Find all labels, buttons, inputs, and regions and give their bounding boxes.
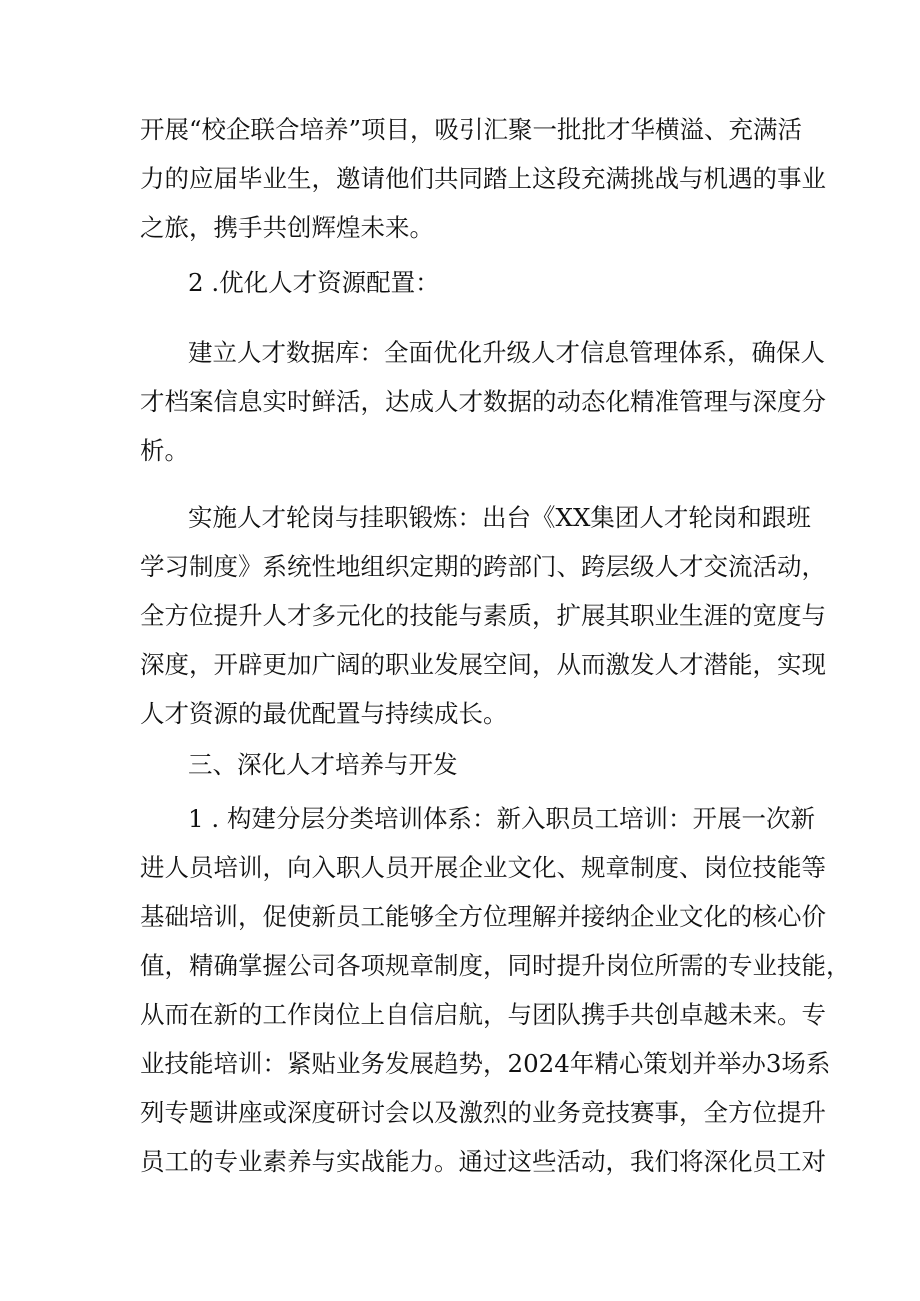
paragraph-line: 建立人才数据库：全面优化升级人才信息管理体系，确保人 bbox=[188, 338, 825, 367]
paragraph-line: 业技能培训：紧贴业务发展趋势，2024年精心策划并举办3场系 bbox=[140, 1049, 831, 1078]
paragraph-line: 全方位提升人才多元化的技能与素质，扩展其职业生涯的宽度与 bbox=[140, 601, 826, 630]
paragraph-line: 1 . 构建分层分类培训体系：新入职员工培训：开展一次新 bbox=[188, 804, 815, 833]
paragraph-line: 深度，开辟更加广阔的职业发展空间，从而激发人才潜能，实现 bbox=[140, 650, 826, 679]
paragraph-line: 值，精确掌握公司各项规章制度，同时提升岗位所需的专业技能， bbox=[140, 951, 851, 980]
paragraph-line: 基础培训，促使新员工能够全方位理解并接纳企业文化的核心价 bbox=[140, 902, 826, 931]
paragraph-line: 学习制度》系统性地组织定期的跨部门、跨层级人才交流活动， bbox=[140, 552, 826, 581]
section-heading: 三、深化人才培养与开发 bbox=[188, 750, 458, 779]
paragraph-line: 力的应届毕业生，邀请他们共同踏上这段充满挑战与机遇的事业 bbox=[140, 164, 826, 193]
paragraph-line: 析。 bbox=[140, 436, 189, 465]
paragraph-line: 人才资源的最优配置与持续成长。 bbox=[140, 699, 508, 728]
paragraph-line: 从而在新的工作岗位上自信启航，与团队携手共创卓越未来。专 bbox=[140, 1000, 826, 1029]
paragraph-line: 开展“校企联合培养”项目，吸引汇聚一批批才华横溢、充满活 bbox=[140, 115, 803, 144]
section-heading: 2 .优化人才资源配置： bbox=[188, 268, 440, 297]
paragraph-line: 进人员培训，向入职人员开展企业文化、规章制度、岗位技能等 bbox=[140, 853, 826, 882]
paragraph-line: 之旅，携手共创辉煌未来。 bbox=[140, 213, 434, 242]
paragraph-line: 才档案信息实时鲜活，达成人才数据的动态化精准管理与深度分 bbox=[140, 387, 826, 416]
paragraph-line: 列专题讲座或深度研讨会以及激烈的业务竞技赛事，全方位提升 bbox=[140, 1098, 826, 1127]
paragraph-line: 实施人才轮岗与挂职锻炼：出台《XX集团人才轮岗和跟班 bbox=[188, 503, 811, 532]
paragraph-line: 员工的专业素养与实战能力。通过这些活动，我们将深化员工对 bbox=[140, 1147, 826, 1176]
